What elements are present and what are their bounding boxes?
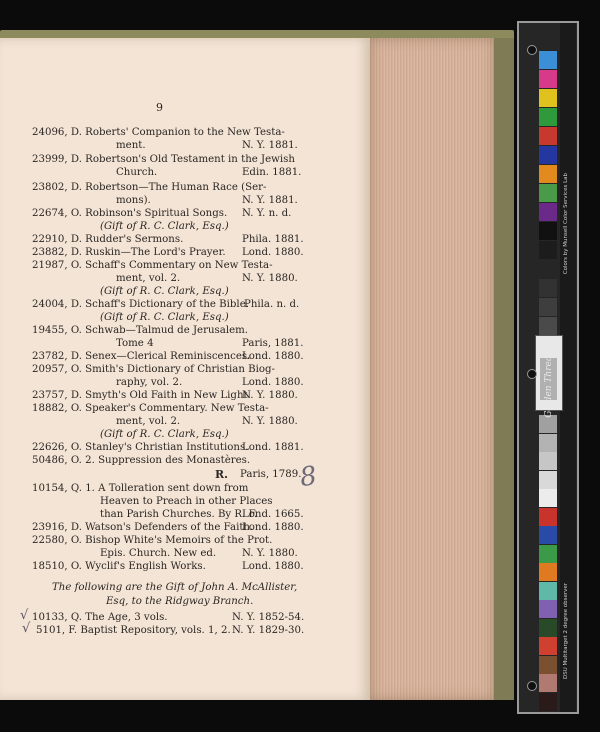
- catalog-line: Lond. 1880.: [242, 522, 304, 533]
- catalog-line: N. Y. 1880.: [242, 273, 298, 284]
- color-swatch: [539, 619, 557, 637]
- catalog-line: N. Y. n. d.: [242, 208, 292, 219]
- catalog-line: Paris, 1881.: [242, 338, 304, 349]
- color-swatch: [539, 674, 557, 692]
- catalog-line: 23999, D. Robertson's Old Testament in the Jewish: [32, 154, 295, 165]
- color-swatch: [539, 127, 557, 145]
- color-swatch: [539, 184, 557, 202]
- catalog-line: The following are the Gift of John A. McAllister,: [52, 582, 298, 593]
- color-swatch: [539, 317, 557, 335]
- catalog-line: Lond. 1880.: [242, 561, 304, 572]
- target-strip-text-2: DSU Multitarget 2 degree observer: [563, 583, 569, 679]
- catalog-line: 22626, O. Stanley's Christian Institutions.: [32, 442, 249, 453]
- color-swatch: [539, 165, 557, 183]
- catalog-line: N. Y. 1880.: [242, 548, 298, 559]
- catalog-line: than Parish Churches. By R. F.: [100, 509, 258, 520]
- catalog-line: 5101, F. Baptist Repository, vols. 1, 2.: [36, 625, 231, 636]
- catalog-line: Lond. 1665.: [242, 509, 304, 520]
- catalog-line: Lond. 1880.: [242, 377, 304, 388]
- registration-dot: [527, 369, 537, 379]
- handwritten-tick: √: [20, 608, 29, 623]
- color-swatch: [539, 51, 557, 69]
- catalog-line: Heaven to Preach in other Places: [100, 496, 273, 507]
- catalog-line: 50486, O. 2. Suppression des Monastères.: [32, 455, 251, 466]
- catalog-line: 24004, D. Schaff's Dictionary of the Bible.: [32, 299, 249, 310]
- catalog-line: R.: [215, 468, 228, 481]
- catalog-line: N. Y. 1881.: [242, 140, 298, 151]
- catalog-line: 23757, D. Smyth's Old Faith in New Light.: [32, 390, 251, 401]
- color-swatch: [539, 489, 557, 507]
- catalog-line: 20957, O. Smith's Dictionary of Christian Biog-: [32, 364, 275, 375]
- catalog-line: Epis. Church. New ed.: [100, 548, 217, 559]
- catalog-line: (Gift of R. C. Clark, Esq.): [100, 221, 229, 232]
- catalog-line: 23802, D. Robertson—The Human Race (Ser-: [32, 182, 267, 193]
- catalog-line: 18882, O. Speaker's Commentary. New Testa-: [32, 403, 269, 414]
- golden-thread-logo: Golden Thread: [544, 350, 554, 418]
- registration-dot: [527, 45, 537, 55]
- catalog-line: 23916, D. Watson's Defenders of the Faith.: [32, 522, 254, 533]
- catalog-line: N. Y. 1880.: [242, 390, 298, 401]
- catalog-line: ment, vol. 2.: [116, 273, 181, 284]
- catalog-line: 23882, D. Ruskin—The Lord's Prayer.: [32, 247, 226, 258]
- catalog-line: (Gift of R. C. Clark, Esq.): [100, 286, 229, 297]
- catalog-line: 24096, D. Roberts' Companion to the New Testa-: [32, 127, 285, 138]
- page-edges: [370, 38, 494, 700]
- catalog-line: (Gift of R. C. Clark, Esq.): [100, 429, 229, 440]
- color-swatch: [539, 452, 557, 470]
- catalog-line: 10154, Q. 1. A Tolleration sent down from: [32, 483, 249, 494]
- catalog-line: 23782, D. Senex—Clerical Reminiscences.: [32, 351, 251, 362]
- color-swatch: [539, 656, 557, 674]
- catalog-line: Lond. 1880.: [242, 247, 304, 258]
- catalog-line: mons).: [116, 195, 151, 206]
- catalog-line: Paris, 1789.: [240, 469, 302, 480]
- catalog-line: ment.: [116, 140, 146, 151]
- catalog-line: ment, vol. 2.: [116, 416, 181, 427]
- color-swatch: [539, 526, 557, 544]
- color-swatch: [539, 298, 557, 316]
- catalog-line: Lond. 1880.: [242, 351, 304, 362]
- color-swatch: [539, 637, 557, 655]
- catalog-line: Lond. 1881.: [242, 442, 304, 453]
- catalog-line: N. Y. 1829-30.: [232, 625, 305, 636]
- color-swatch: [539, 260, 557, 278]
- catalog-line: Phila. 1881.: [242, 234, 304, 245]
- catalog-line: 22910, D. Rudder's Sermons.: [32, 234, 184, 245]
- color-swatch: [539, 203, 557, 221]
- color-swatch: [539, 434, 557, 452]
- color-swatch: [539, 563, 557, 581]
- catalog-line: Church.: [116, 167, 158, 178]
- catalog-line: (Gift of R. C. Clark, Esq.): [100, 312, 229, 323]
- registration-dot: [527, 681, 537, 691]
- catalog-line: 22580, O. Bishop White's Memoirs of the Prot.: [32, 535, 273, 546]
- catalog-line: Tome 4: [116, 338, 154, 349]
- catalog-line: raphy, vol. 2.: [116, 377, 183, 388]
- color-swatch: [539, 108, 557, 126]
- color-swatch: [539, 241, 557, 259]
- catalog-line: 10133, Q. The Age, 3 vols.: [32, 612, 168, 623]
- color-swatch: [539, 582, 557, 600]
- target-strip-text: Colors by Munsell Color Services Lab: [563, 173, 569, 275]
- catalog-line: Edin. 1881.: [242, 167, 302, 178]
- page-number: 9: [156, 101, 163, 114]
- color-swatch: [539, 146, 557, 164]
- catalog-line: N. Y. 1852-54.: [232, 612, 305, 623]
- color-swatch: [539, 508, 557, 526]
- color-swatch: [539, 600, 557, 618]
- catalog-line: 19455, O. Schwab—Talmud de Jerusalem.: [32, 325, 249, 336]
- color-swatch: [539, 693, 557, 711]
- catalog-line: 18510, O. Wyclif's English Works.: [32, 561, 206, 572]
- color-swatch: [539, 471, 557, 489]
- catalog-line: 21987, O. Schaff's Commentary on New Testa-: [32, 260, 273, 271]
- color-swatch: [539, 70, 557, 88]
- color-swatch: [539, 279, 557, 297]
- color-swatch: [539, 222, 557, 240]
- catalog-line: Esq, to the Ridgway Branch.: [106, 596, 254, 607]
- catalog-line: N. Y. 1881.: [242, 195, 298, 206]
- book-spine-edge: [494, 38, 514, 700]
- handwritten-tick: √: [22, 621, 31, 636]
- color-swatch: [539, 89, 557, 107]
- catalog-line: 22674, O. Robinson's Spiritual Songs.: [32, 208, 228, 219]
- handwritten-mark: 8: [297, 460, 319, 494]
- catalog-line: N. Y. 1880.: [242, 416, 298, 427]
- color-swatch: [539, 545, 557, 563]
- catalog-line: Phila. n. d.: [244, 299, 300, 310]
